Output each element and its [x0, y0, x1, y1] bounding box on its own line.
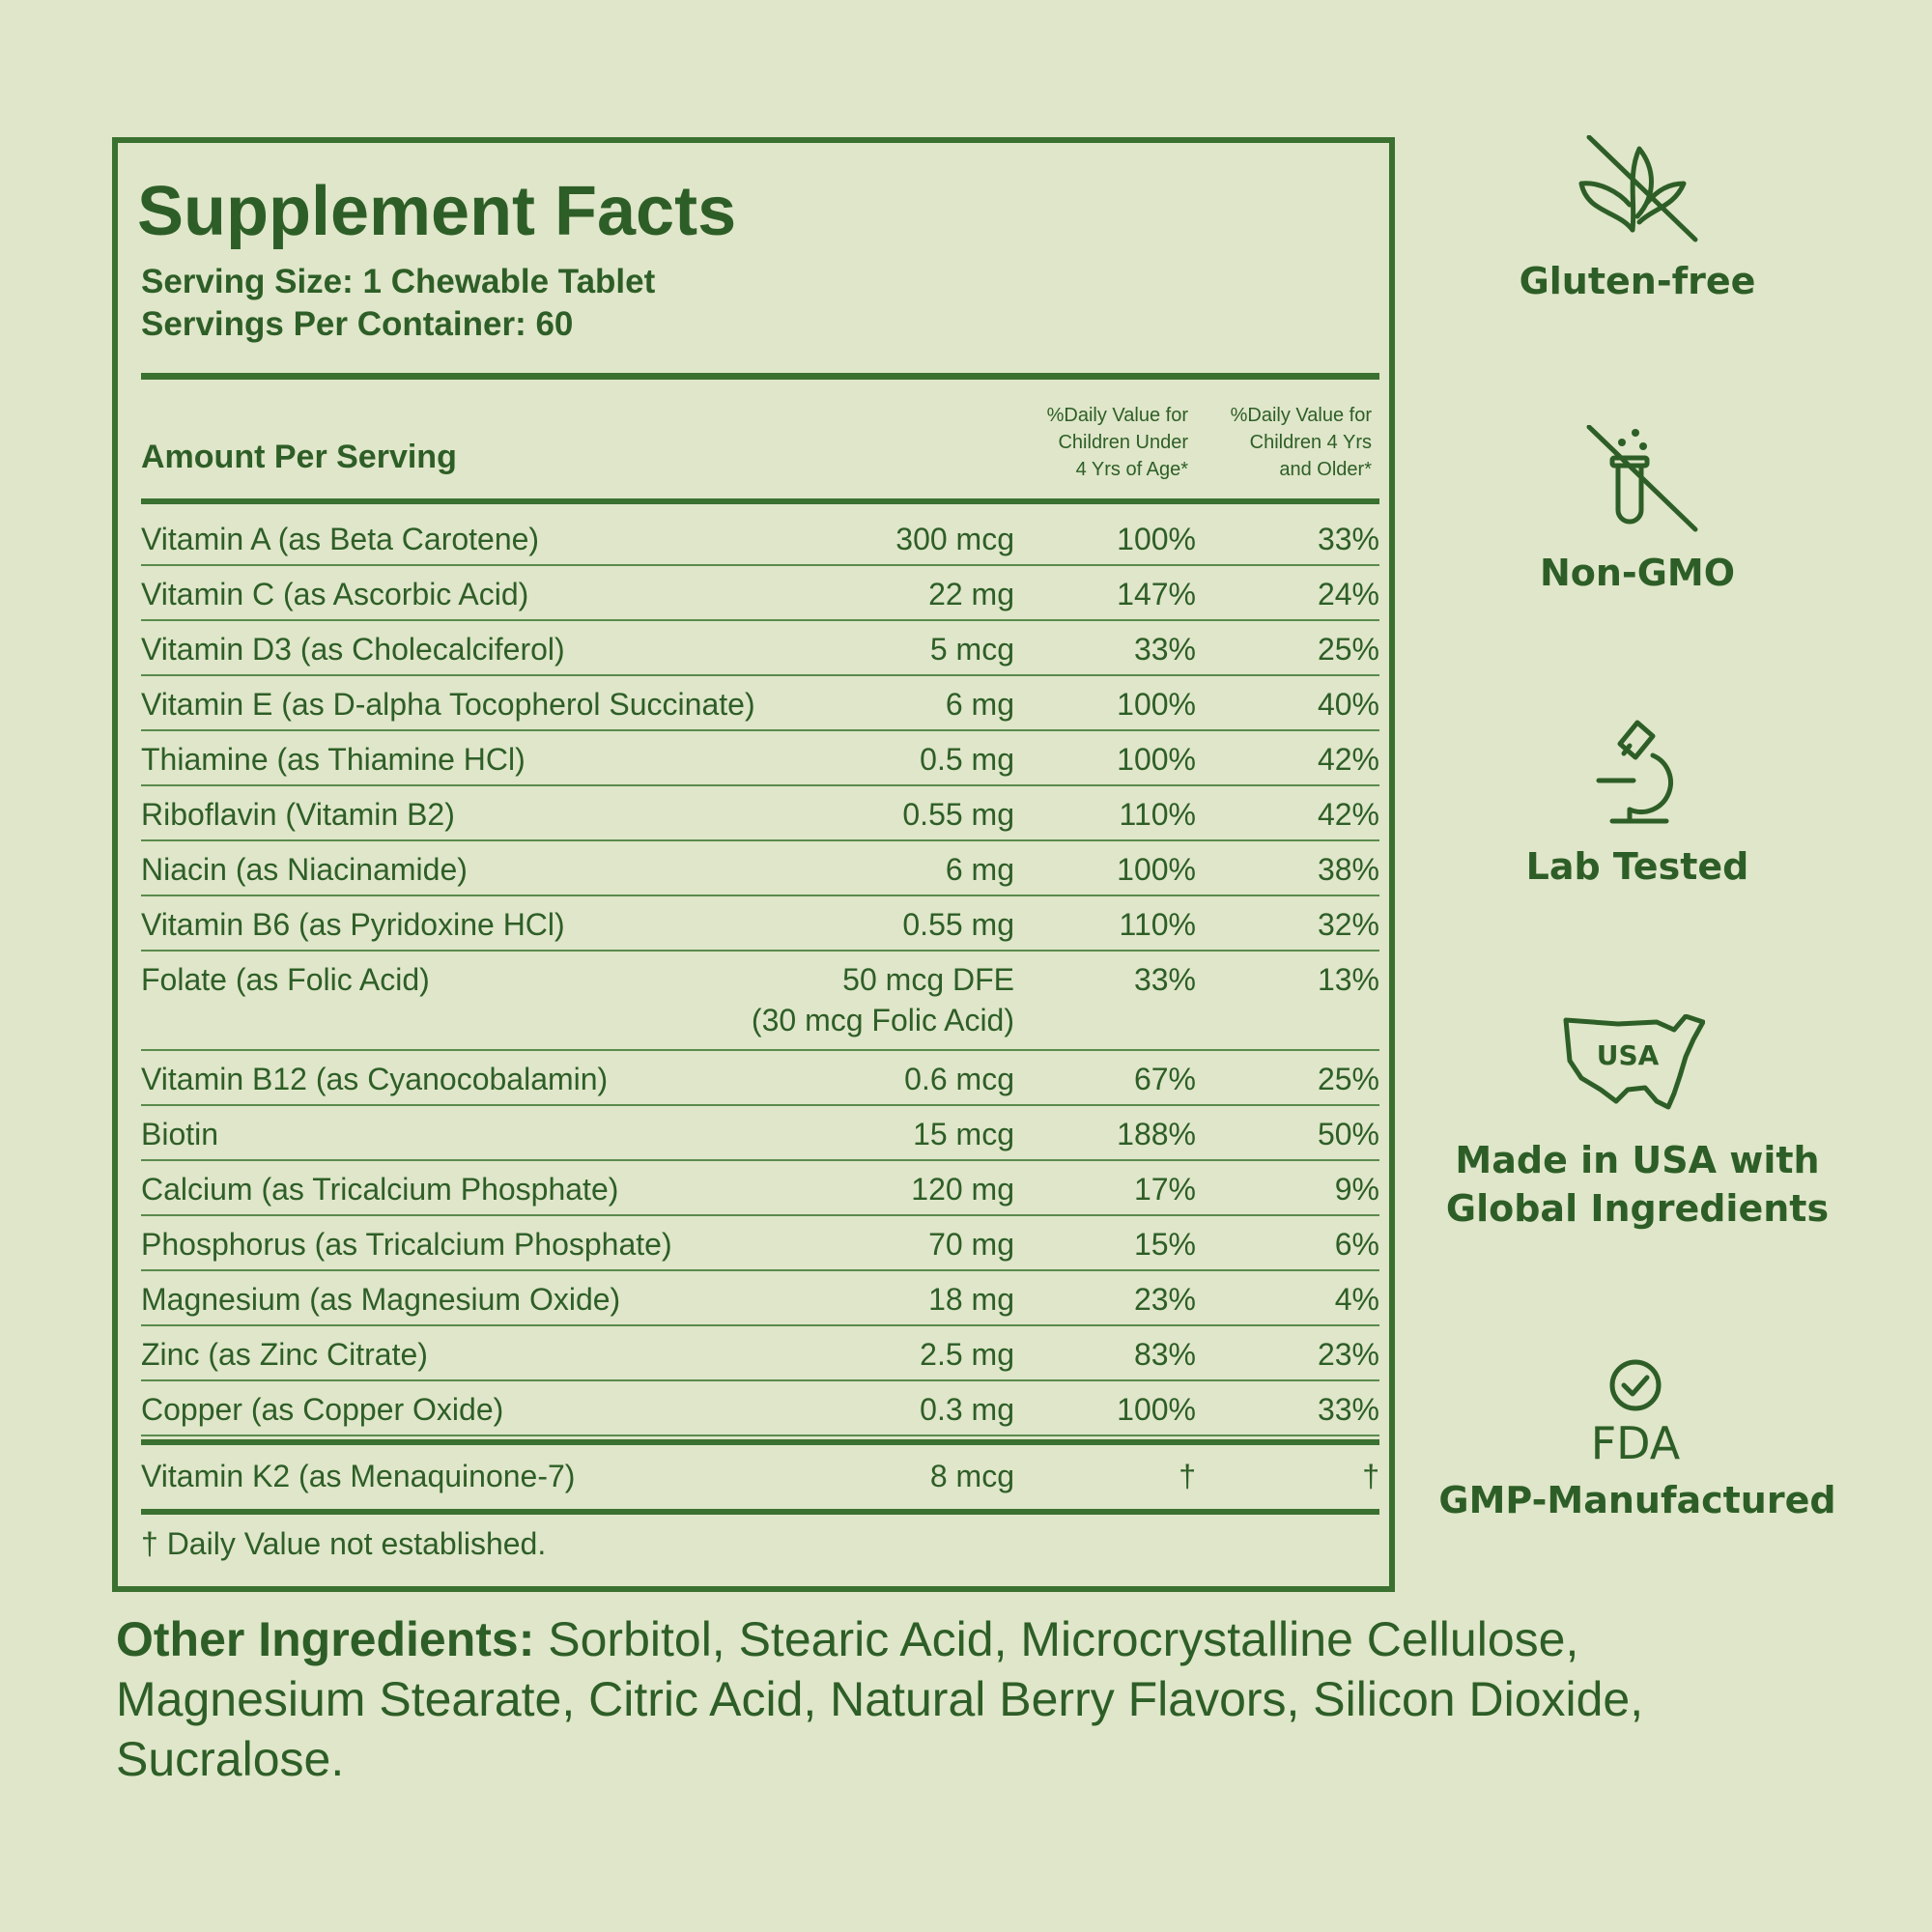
amount-header: Amount Per Serving — [141, 439, 457, 475]
nutrient-name: Calcium (as Tricalcium Phosphate) — [141, 1172, 619, 1207]
nutrient-name: Vitamin K2 (as Menaquinone-7) — [141, 1459, 576, 1493]
dv-under4-value: † — [1179, 1459, 1196, 1493]
dv-over4-value: 25% — [1317, 632, 1379, 667]
dv-over4-value: 38% — [1317, 852, 1379, 887]
table-row — [141, 951, 1379, 1051]
dv-under4-header: %Daily Value for Children Under 4 Yrs of Age* — [1046, 405, 1188, 480]
nutrient-amount: 50 mcg DFE — [842, 962, 1014, 997]
table-row — [141, 1447, 1379, 1501]
nutrient-amount: 0.55 mg — [902, 797, 1014, 832]
dv-under4-value: 100% — [1117, 1392, 1196, 1427]
dv-over4-value: 32% — [1317, 907, 1379, 942]
nutrient-amount: 8 mcg — [929, 1459, 1014, 1493]
dv-under4-value: 100% — [1117, 742, 1196, 777]
nutrient-amount: 300 mcg — [895, 522, 1014, 556]
svg-text:FDA: FDA — [1590, 1417, 1681, 1464]
badge-gmp-manufactured: GMP-Manufactured — [1438, 1479, 1836, 1521]
badge-made-in-usa: Made in USA with Global Ingredients — [1445, 1139, 1830, 1230]
dv-over4-value: 33% — [1317, 1392, 1379, 1427]
table-row — [141, 1325, 1379, 1381]
table-row — [141, 620, 1379, 676]
nutrient-amount: 18 mg — [928, 1282, 1014, 1317]
nutrient-amount: 6 mg — [945, 852, 1014, 887]
dv-under4-value: 100% — [1117, 522, 1196, 556]
nutrient-name: Phosphorus (as Tricalcium Phosphate) — [141, 1227, 672, 1262]
nutrient-name: Biotin — [141, 1117, 219, 1151]
table-row — [141, 1215, 1379, 1271]
nutrient-name: Vitamin D3 (as Cholecalciferol) — [141, 632, 565, 667]
dv-under4-value: 100% — [1117, 687, 1196, 722]
nutrient-name: Folate (as Folic Acid) — [141, 962, 430, 997]
table-row — [141, 1050, 1379, 1106]
nutrient-name: Vitamin B6 (as Pyridoxine HCl) — [141, 907, 565, 942]
dv-under4-value: 23% — [1133, 1282, 1196, 1317]
dv-under4-value: 67% — [1133, 1062, 1196, 1096]
dv-under4-value: 17% — [1133, 1172, 1196, 1207]
svg-text:USA: USA — [1596, 1039, 1660, 1071]
nutrient-amount: 2.5 mg — [920, 1337, 1014, 1372]
dv-over4-value: 13% — [1317, 962, 1379, 997]
nutrient-name: Riboflavin (Vitamin B2) — [141, 797, 455, 832]
other-ingredients-label: Other Ingredients: — [116, 1612, 535, 1666]
footnote: † Daily Value not established. — [141, 1526, 547, 1561]
nutrient-amount-sub: (30 mcg Folic Acid) — [751, 1003, 1014, 1037]
dv-over4-value: 42% — [1317, 797, 1379, 832]
dv-over4-value: 4% — [1334, 1282, 1379, 1317]
nutrient-amount: 120 mg — [911, 1172, 1014, 1207]
header-rule — [141, 373, 1379, 380]
k2-bottom-rule — [141, 1509, 1379, 1515]
nutrient-name: Thiamine (as Thiamine HCl) — [141, 742, 526, 777]
nutrient-amount: 15 mcg — [913, 1117, 1014, 1151]
dv-under4-value: 147% — [1117, 577, 1196, 611]
table-row — [141, 510, 1379, 566]
dv-over4-header: %Daily Value for Children 4 Yrs and Older* — [1230, 405, 1372, 480]
nutrient-amount: 5 mcg — [929, 632, 1014, 667]
dv-under4-value: 110% — [1119, 907, 1196, 942]
table-row — [141, 675, 1379, 731]
table-row — [141, 840, 1379, 896]
k2-top-rule — [141, 1439, 1379, 1445]
panel-title: Supplement Facts — [137, 173, 737, 250]
badge-lab-tested: Lab Tested — [1525, 845, 1749, 888]
nutrient-name: Vitamin B12 (as Cyanocobalamin) — [141, 1062, 609, 1096]
nutrient-name: Niacin (as Niacinamide) — [141, 852, 468, 887]
non-gmo-icon — [1560, 425, 1705, 533]
table-row — [141, 1105, 1379, 1161]
dv-over4-value: 33% — [1317, 522, 1379, 556]
table-row — [141, 1380, 1379, 1436]
fda-check-icon — [1560, 1356, 1705, 1464]
dv-over4-value: 23% — [1317, 1337, 1379, 1372]
table-row — [141, 895, 1379, 952]
badge-gluten-free: Gluten-free — [1519, 260, 1756, 302]
dv-under4-value: 110% — [1119, 797, 1196, 832]
nutrient-name: Vitamin E (as D-alpha Tocopherol Succinate) — [141, 687, 755, 722]
dv-over4-value: 24% — [1317, 577, 1379, 611]
dv-under4-value: 100% — [1117, 852, 1196, 887]
nutrient-name: Vitamin A (as Beta Carotene) — [141, 522, 540, 556]
nutrient-name: Zinc (as Zinc Citrate) — [141, 1337, 428, 1372]
dv-over4-value: 40% — [1317, 687, 1379, 722]
nutrient-amount: 0.6 mcg — [904, 1062, 1014, 1096]
nutrient-amount: 70 mg — [928, 1227, 1014, 1262]
usa-map-icon — [1560, 1014, 1705, 1122]
dv-under4-value: 33% — [1133, 632, 1196, 667]
dv-under4-value: 33% — [1133, 962, 1196, 997]
table-row — [141, 785, 1379, 841]
nutrient-name: Copper (as Copper Oxide) — [141, 1392, 504, 1427]
dv-over4-value: 42% — [1317, 742, 1379, 777]
table-row — [141, 1160, 1379, 1216]
badge-non-gmo: Non-GMO — [1539, 552, 1736, 594]
nutrient-amount: 0.3 mg — [920, 1392, 1014, 1427]
serving-size: Serving Size: 1 Chewable Tablet — [141, 263, 656, 300]
nutrient-name: Magnesium (as Magnesium Oxide) — [141, 1282, 621, 1317]
dv-over4-value: † — [1362, 1459, 1379, 1493]
gluten-free-icon — [1560, 135, 1705, 243]
nutrient-name: Vitamin C (as Ascorbic Acid) — [141, 577, 529, 611]
column-header-rule — [141, 498, 1379, 504]
table-row — [141, 1270, 1379, 1326]
dv-under4-value: 15% — [1133, 1227, 1196, 1262]
nutrient-amount: 6 mg — [945, 687, 1014, 722]
dv-over4-value: 9% — [1334, 1172, 1379, 1207]
dv-over4-value: 25% — [1317, 1062, 1379, 1096]
other-ingredients — [116, 1609, 1700, 1789]
servings-per-container: Servings Per Container: 60 — [141, 305, 574, 343]
nutrient-amount: 22 mg — [928, 577, 1014, 611]
dv-under4-value: 83% — [1133, 1337, 1196, 1372]
table-row — [141, 730, 1379, 786]
nutrient-amount: 0.5 mg — [920, 742, 1014, 777]
dv-over4-value: 6% — [1334, 1227, 1379, 1262]
other-ingredients-text: Sorbitol, Stearic Acid, Microcrystalline Cellulose, Magnesium Stearate, Citric Acid, Natural Berry Flavors, Silicon Dioxide, Sucralose. — [116, 1612, 1644, 1786]
supplement-facts-panel — [112, 137, 1395, 1592]
microscope-icon — [1560, 717, 1705, 825]
nutrient-amount: 0.55 mg — [902, 907, 1014, 942]
table-row — [141, 565, 1379, 621]
dv-under4-value: 188% — [1117, 1117, 1196, 1151]
dv-over4-value: 50% — [1317, 1117, 1379, 1151]
